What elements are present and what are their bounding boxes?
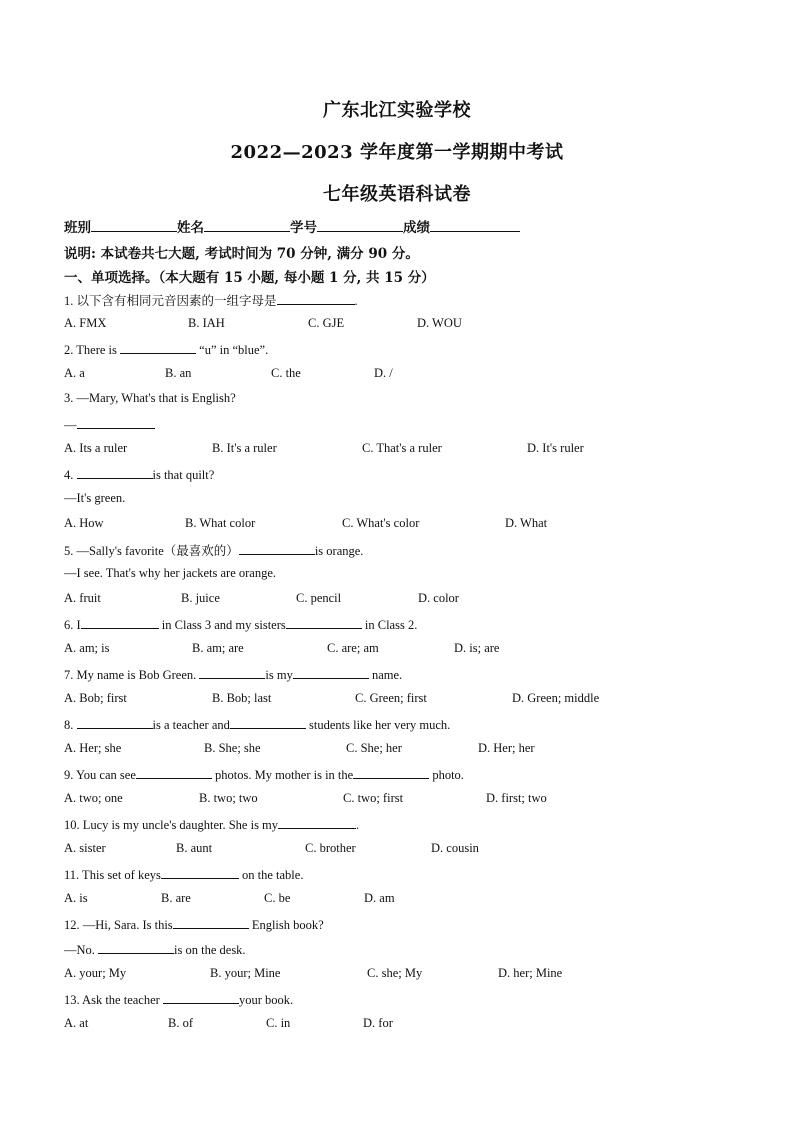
option-a[interactable]: A. FMX [64,316,107,330]
option-c[interactable]: C. she; My [367,966,423,980]
answer-blank[interactable] [199,666,265,679]
option-c[interactable]: C. two; first [343,791,404,805]
option-d[interactable]: D. What [505,516,548,530]
question-6: 6. I in Class 3 and my sisters in Class 2. [64,618,418,632]
answer-blank[interactable] [239,542,315,555]
answer-blank[interactable] [163,991,239,1004]
exam-note: 说明: 本试卷共七大题, 考试时间为 70 分钟, 满分 90 分。 [64,246,419,262]
option-c[interactable]: C. GJE [308,316,345,330]
question-10: 10. Lucy is my uncle's daughter. She is my . [64,818,360,832]
school-name: 广东北江实验学校 [323,100,471,121]
class-blank[interactable] [91,219,177,232]
option-b[interactable]: B. two; two [199,791,258,805]
id-label: 学号 [290,220,317,236]
option-d[interactable]: D. Green; middle [512,691,600,705]
answer-blank[interactable] [173,916,249,929]
name-label: 姓名 [177,220,204,236]
option-c[interactable]: C. be [264,891,291,905]
option-d[interactable]: D. color [418,591,459,605]
question-1: 1. 以下含有相同元音因素的一组字母是 . [64,294,358,308]
option-c[interactable]: C. That's a ruler [362,441,442,455]
option-a[interactable]: A. Her; she [64,741,122,755]
option-b[interactable]: B. juice [181,591,220,605]
option-b[interactable]: B. are [161,891,191,905]
answer-blank[interactable] [353,766,429,779]
question-2: 2. There is “u” in “blue”. [64,343,269,357]
option-d[interactable]: D. first; two [486,791,547,805]
name-blank[interactable] [204,219,290,232]
option-b[interactable]: B. am; are [192,641,244,655]
question-7: 7. My name is Bob Green. is my name. [64,668,403,682]
option-b[interactable]: B. What color [185,516,256,530]
question-5-reply: —I see. That's why her jackets are orange. [64,566,277,580]
option-b[interactable]: B. She; she [204,741,261,755]
option-c[interactable]: C. What's color [342,516,420,530]
option-c[interactable]: C. brother [305,841,356,855]
exam-title: 2022—2023 学年度第一学期期中考试 [230,142,564,163]
option-a[interactable]: A. sister [64,841,106,855]
option-a[interactable]: A. a [64,366,85,380]
subject-title: 七年级英语科试卷 [323,184,471,205]
option-c[interactable]: C. are; am [327,641,379,655]
answer-blank[interactable] [136,766,212,779]
option-c[interactable]: C. Green; first [355,691,427,705]
answer-blank[interactable] [278,816,356,829]
option-a[interactable]: A. Bob; first [64,691,127,705]
option-b[interactable]: B. an [165,366,192,380]
option-c[interactable]: C. in [266,1016,291,1030]
id-blank[interactable] [317,219,403,232]
option-c[interactable]: C. She; her [346,741,402,755]
option-d[interactable]: D. It's ruler [527,441,584,455]
option-d[interactable]: D. is; are [454,641,500,655]
question-11: 11. This set of keys on the table. [64,868,304,882]
option-b[interactable]: B. your; Mine [210,966,281,980]
answer-blank[interactable] [230,716,306,729]
option-d[interactable]: D. her; Mine [498,966,563,980]
score-blank[interactable] [430,219,520,232]
option-c[interactable]: C. the [271,366,301,380]
option-a[interactable]: A. two; one [64,791,123,805]
answer-blank[interactable] [81,616,159,629]
section-one-heading: 一、单项选择。（本大题有 15 小题, 每小题 1 分, 共 15 分） [64,270,435,286]
option-d[interactable]: D. Her; her [478,741,535,755]
option-d[interactable]: D. / [374,366,393,380]
option-b[interactable]: B. Bob; last [212,691,272,705]
answer-blank[interactable] [277,292,355,305]
option-a[interactable]: A. is [64,891,88,905]
question-9: 9. You can see photos. My mother is in the photo. [64,768,464,782]
answer-blank[interactable] [286,616,362,629]
question-4: 4. is that quilt? [64,468,215,482]
question-3-reply: — [64,416,155,433]
answer-blank[interactable] [293,666,369,679]
option-b[interactable]: B. It's a ruler [212,441,277,455]
answer-blank[interactable] [77,716,153,729]
option-a[interactable]: A. your; My [64,966,127,980]
option-d[interactable]: D. WOU [417,316,462,330]
option-b[interactable]: B. IAH [188,316,225,330]
option-a[interactable]: A. How [64,516,104,530]
question-4-reply: —It's green. [64,491,126,505]
answer-blank[interactable] [77,466,153,479]
question-5: 5. —Sally's favorite（最喜欢的） is orange. [64,544,364,558]
question-3: 3. —Mary, What's that is English? [64,391,236,405]
student-info-line [64,216,520,236]
question-12: 12. —Hi, Sara. Is this English book? [64,918,324,932]
answer-blank[interactable] [161,866,239,879]
answer-blank[interactable] [77,416,155,429]
option-b[interactable]: B. aunt [176,841,213,855]
question-12-reply: —No. is on the desk. [64,943,246,957]
option-d[interactable]: D. am [364,891,395,905]
answer-blank[interactable] [120,341,196,354]
question-13: 13. Ask the teacher your book. [64,993,294,1007]
option-d[interactable]: D. for [363,1016,393,1030]
option-a[interactable]: A. at [64,1016,89,1030]
option-a[interactable]: A. am; is [64,641,110,655]
question-8: 8. is a teacher and students like her very much. [64,718,451,732]
option-d[interactable]: D. cousin [431,841,479,855]
answer-blank[interactable] [98,941,174,954]
score-label: 成绩 [403,220,430,236]
option-a[interactable]: A. fruit [64,591,101,605]
option-c[interactable]: C. pencil [296,591,342,605]
option-b[interactable]: B. of [168,1016,193,1030]
class-label: 班别 [64,220,91,236]
option-a[interactable]: A. Its a ruler [64,441,128,455]
